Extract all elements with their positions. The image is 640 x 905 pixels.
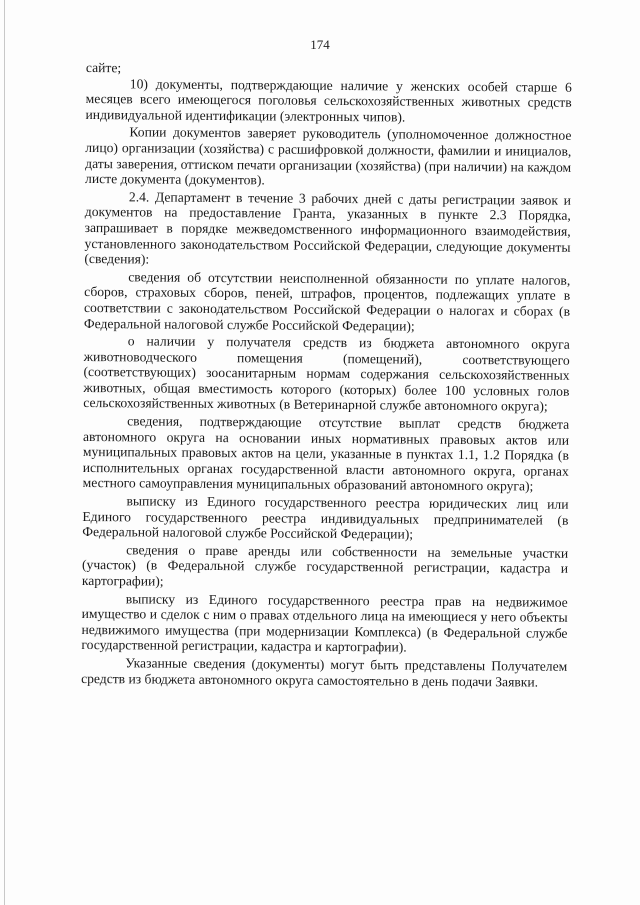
page-number: 174 [310, 37, 330, 52]
paragraph: 2.4. Департамент в течение 3 рабочих дней с даты регистрации заявок и документов на предоставление Гранта, указанных в пункте 2.3 Порядка, запрашивает в порядке межведомственного информационного взаимодействия, установленного законодательством Российской Федерации, следующие документы (сведения): [84, 189, 571, 267]
paragraph: сайте; [85, 60, 122, 76]
paragraph: сведения об отсутствии неисполненной обязанности по уплате налогов, сборов, страховых сборов, пеней, штрафов, процентов, подлежащих уплате в соответствии с законодательством Российской Федерации о налогах и сборах (в Федеральной налоговой службе Российской Федерации); [83, 269, 571, 334]
paragraph: о наличии у получателя средств из бюджета автономного округа животноводческого помещения (помещений), соответствующего (соответствующих) зоосанитарным нормам содержания сельскохозяйственных животных, общая вместимость которого (которых) более 100 условных голов сельскохозяйственных животных (в Ветеринарной службе автономного округа); [83, 333, 570, 415]
document-body [81, 60, 572, 690]
paragraph: выписку из Единого государственного реестра прав на недвижимое имущество и сделок с ним о правах отдельного лица на имеющиеся у него объекты недвижимого имущества (при модернизации Комплекса) (в Федеральной службе государственной регистрации, кадастра и картографии). [81, 590, 568, 655]
paragraph: сведения, подтверждающие отсутствие выплат средств бюджета автономного округа на основании иных нормативных правовых актов или муниципальных правовых актов на цели, указанные в пунктах 1.1, 1.2 Порядка (в исполнительных органах государственной власти автономного округа, органах местного самоуправления муниципальных образований автономного округа); [82, 413, 570, 494]
scan-edge-line [4, 0, 5, 905]
paragraph: Указанные сведения (документы) могут быть представлены Получателем средств из бюджета автономного округа самостоятельно в день подачи Заявки. [81, 655, 568, 690]
paragraph: 10) документы, подтверждающие наличие у женских особей старше 6 месяцев всего имеющегося поголовья сельскохозяйственных животных средств индивидуальной идентификации (электронных чипов). [85, 75, 572, 125]
paragraph: Копии документов заверяет руководитель (уполномоченное должностное лицо) организации (хозяйства) с расшифровкой должности, фамилии и инициалов, даты заверения, оттиском печати организации (хозяйства) (при наличии) на каждом листе документа (документов). [85, 124, 572, 188]
paragraph: выписку из Единого государственного реестра юридических лиц или Единого государственного реестра индивидуальных предпринимателей (в Федеральной налоговой службе Российской Федерации); [82, 493, 569, 542]
paragraph: сведения о праве аренды или собственности на земельные участки (участок) (в Федеральной службе государственной регистрации, кадастра и картографии); [81, 542, 569, 589]
